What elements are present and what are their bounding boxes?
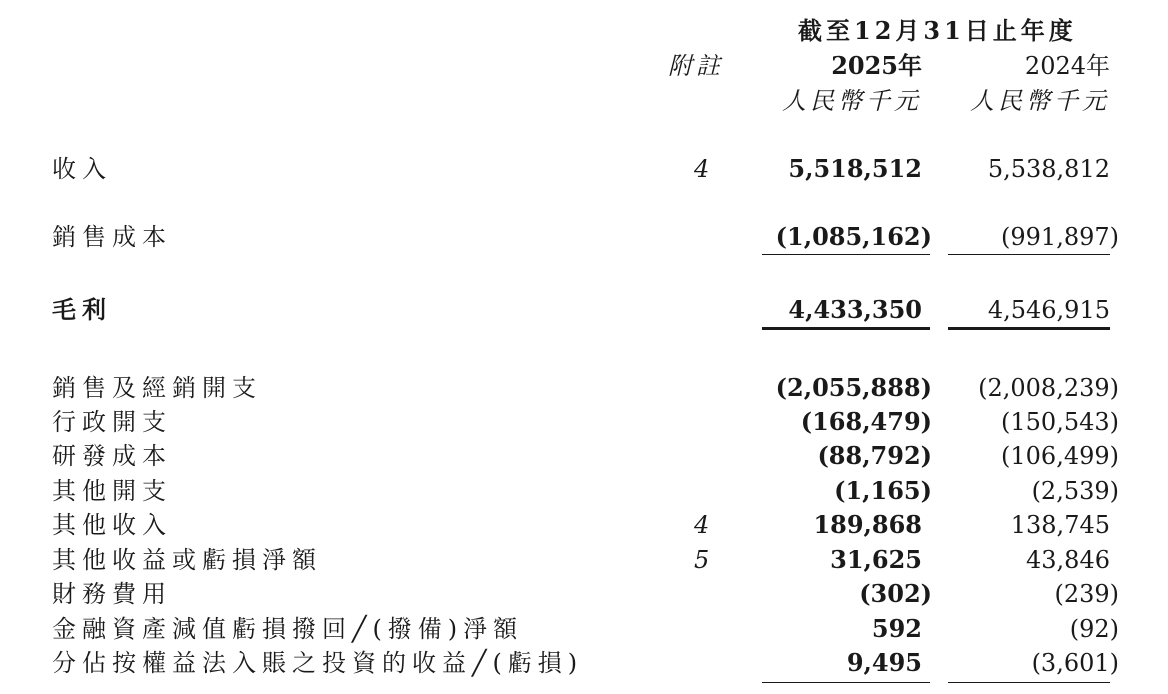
row-2025-gross-profit: 4,433,350	[788, 295, 922, 324]
row-2025-impairment: 592	[871, 614, 922, 643]
row-label-selling-expenses: 銷售及經銷開支	[52, 374, 262, 402]
year-2025-header: 2025年	[831, 51, 922, 80]
row-2024-gross-profit: 4,546,915	[987, 296, 1110, 324]
period-header: 截至12月31日止年度	[798, 16, 1077, 45]
row-label-rnd-costs: 研發成本	[52, 442, 172, 470]
subtotal-rule-2024	[948, 254, 1110, 255]
unit-2025-header: 人民幣千元	[782, 87, 922, 115]
row-2025-other-gains: 31,625	[830, 545, 922, 574]
row-label-revenue: 收入	[52, 155, 112, 183]
bottom-rule-2025	[762, 682, 930, 683]
row-2024-other-income: 138,745	[1010, 511, 1110, 539]
row-label-other-gains: 其他收益或虧損淨額	[52, 546, 322, 574]
row-2025-equity-investments: 9,495	[846, 648, 922, 677]
unit-2024-header: 人民幣千元	[970, 87, 1110, 115]
row-2025-revenue: 5,518,512	[788, 154, 922, 183]
row-2025-other-income: 189,868	[813, 510, 922, 539]
row-label-other-expenses: 其他開支	[52, 477, 172, 505]
row-2024-impairment: (92)	[1069, 615, 1119, 643]
row-2024-other-expenses: (2,539)	[1031, 477, 1119, 505]
row-2024-other-gains: 43,846	[1026, 546, 1110, 574]
row-2025-cost-of-sales: (1,085,162)	[775, 222, 932, 251]
row-2025-selling-expenses: (2,055,888)	[775, 373, 932, 402]
row-2024-selling-expenses: (2,008,239)	[978, 374, 1119, 402]
row-note-other-gains: 5	[694, 546, 710, 574]
row-label-gross-profit: 毛利	[52, 295, 112, 324]
total-rule-2024	[948, 327, 1110, 330]
row-2025-admin-expenses: (168,479)	[800, 407, 932, 436]
total-rule-2025	[762, 327, 930, 330]
row-label-other-income: 其他收入	[52, 511, 172, 539]
row-2025-other-expenses: (1,165)	[834, 476, 932, 505]
row-2025-rnd-costs: (88,792)	[817, 441, 932, 470]
row-2024-finance-costs: (239)	[1054, 580, 1119, 608]
row-2024-cost-of-sales: (991,897)	[1001, 223, 1119, 251]
row-label-impairment: 金融資產減值虧損撥回╱(撥備)淨額	[52, 615, 524, 643]
row-label-admin-expenses: 行政開支	[52, 408, 172, 436]
row-label-finance-costs: 財務費用	[52, 580, 172, 608]
row-2025-finance-costs: (302)	[859, 579, 932, 608]
row-label-cost-of-sales: 銷售成本	[52, 223, 172, 251]
bottom-rule-2024	[948, 682, 1110, 683]
year-2024-header: 2024年	[1024, 52, 1110, 80]
row-2024-equity-investments: (3,601)	[1031, 649, 1119, 677]
row-note-other-income: 4	[694, 511, 710, 539]
row-2024-revenue: 5,538,812	[987, 155, 1110, 183]
row-2024-rnd-costs: (106,499)	[1001, 442, 1119, 470]
row-label-equity-investments: 分佔按權益法入賬之投資的收益╱(虧損)	[52, 649, 584, 677]
note-column-header: 附註	[668, 52, 724, 80]
row-note-revenue: 4	[694, 155, 710, 183]
row-2024-admin-expenses: (150,543)	[1001, 408, 1119, 436]
subtotal-rule-2025	[762, 254, 930, 255]
